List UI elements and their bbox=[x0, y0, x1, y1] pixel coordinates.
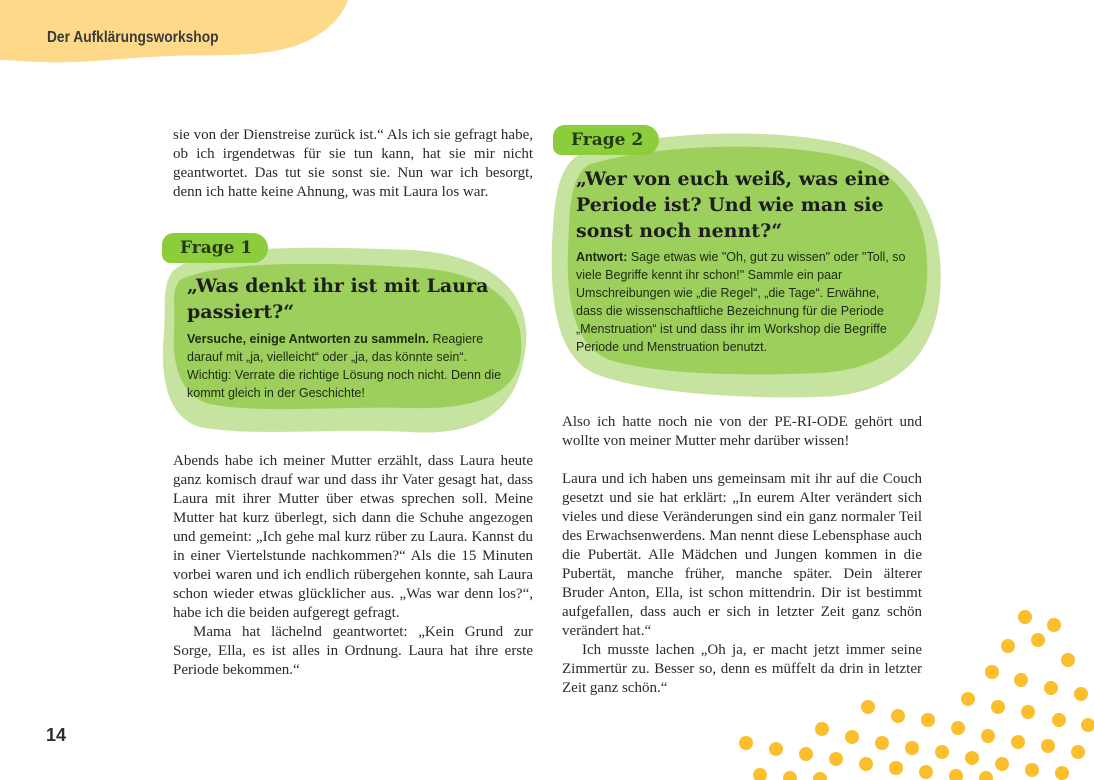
decor-dot bbox=[921, 713, 935, 727]
story-paragraph-1: Abends habe ich meiner Mutter erzählt, dass Laura heute ganz komisch drauf war und dass ihr Vater gesagt hat, dass Laura mit ihrer Mutter über etwas sprechen soll. Meine Mutter hat kurz überlegt, sich dann die Schuhe angezogen und gemeint: „Ich gehe mal kurz rüber zu Laura. Kannst du in einer Viertelstunde nachkommen?“ Als die 15 Minuten vorbei waren und ich endlich rübergehen konnte, sah Laura schon wieder etwas glücklicher aus. „Was war denn los?“, habe ich die beiden aufgeregt gefragt. bbox=[173, 453, 533, 621]
frage1-hint-text: Reagiere darauf mit „ja, vielleicht“ oder „ja, das könnte sein“. Wichtig: Verrate die richtige Lösung noch nicht. Denn die kommt gleich in der Geschichte! bbox=[187, 332, 502, 400]
decor-dot bbox=[829, 752, 843, 766]
decor-dot bbox=[1025, 763, 1039, 777]
decor-dot bbox=[1061, 653, 1075, 667]
decor-dot bbox=[1052, 713, 1066, 727]
decor-dot bbox=[1014, 673, 1028, 687]
frage2-tag: Frage 2 bbox=[553, 125, 659, 155]
decor-dot bbox=[981, 729, 995, 743]
decor-dot bbox=[1044, 681, 1058, 695]
decor-dot bbox=[815, 722, 829, 736]
decor-dot bbox=[753, 768, 767, 780]
frage1-hint-lead: Versuche, einige Antworten zu sammeln. bbox=[187, 332, 429, 346]
decor-dot bbox=[1021, 705, 1035, 719]
page-number: 14 bbox=[46, 725, 67, 745]
header-title: Der Aufklärungsworkshop bbox=[47, 29, 219, 46]
decor-dot bbox=[1081, 718, 1094, 732]
frage1-question: „Was denkt ihr ist mit Laura passiert?“ bbox=[187, 275, 489, 323]
decor-dot bbox=[783, 771, 797, 780]
decor-dot bbox=[891, 709, 905, 723]
decor-dot bbox=[1041, 739, 1055, 753]
frage2-answer-text: Sage etwas wie "Oh, gut zu wissen" oder "Toll, so viele Begriffe kennt ihr schon!" Sammle ein paar Umschreibungen wie „die Regel“, „die Tage“. Erwähne, dass die wissenschaftliche Bezeichnung für die Periode „Menstruation“ ist und dass ihr im Workshop die Begriffe Periode und Menstruation benutzt. bbox=[576, 250, 906, 354]
frage1-tag: Frage 1 bbox=[162, 233, 268, 263]
right-paragraph-3: Ich musste lachen „Oh ja, er macht jetzt immer seine Zimmertür zu. Besser so, denn es müffelt da drin in letzter Zeit ganz schön.“ bbox=[562, 642, 922, 696]
decor-dot bbox=[739, 736, 753, 750]
decor-dot bbox=[1055, 766, 1069, 780]
decor-dot bbox=[1031, 633, 1045, 647]
frage2-answer-lead: Antwort: bbox=[576, 250, 628, 264]
decor-dot bbox=[1074, 687, 1088, 701]
decor-dot bbox=[861, 700, 875, 714]
decor-dot bbox=[991, 700, 1005, 714]
decor-dot bbox=[769, 742, 783, 756]
story-paragraph-2: Mama hat lächelnd geantwortet: „Kein Grund zur Sorge, Ella, es ist alles in Ordnung. Laura hat ihre erste Periode bekommen.“ bbox=[173, 624, 533, 678]
right-paragraph-1: Also ich hatte noch nie von der PE-RI-ODE gehört und wollte von meiner Mutter mehr darüber wissen! bbox=[562, 414, 922, 449]
decor-dot bbox=[813, 772, 827, 780]
decor-dot bbox=[799, 747, 813, 761]
decor-dot bbox=[985, 665, 999, 679]
decor-dot bbox=[1071, 745, 1085, 759]
decor-dot bbox=[961, 692, 975, 706]
decor-dot bbox=[1047, 618, 1061, 632]
frage2-question: „Wer von euch weiß, was eine Periode ist? Und wie man sie sonst noch nennt?“ bbox=[576, 168, 890, 242]
decor-dot bbox=[1018, 610, 1032, 624]
right-paragraph-2: Laura und ich haben uns gemeinsam mit ihr auf die Couch gesetzt und sie hat erklärt: „In eurem Alter verändert sich vieles und diese Veränderungen sind ein ganz normaler Teil des Erwachsenwerdens. Man nennt diese Lebensphase auch die Pubertät. Alle Mädchen und Jungen kommen in die Pubertät, manche früher, manche später. Dein älterer Bruder Anton, Ella, ist schon mittendrin. Dir ist bestimmt aufgefallen, dass auch er sich in letzter Zeit ganz schön verändert hat.“ bbox=[562, 471, 922, 639]
decor-dot bbox=[889, 761, 903, 775]
decor-dot bbox=[1001, 639, 1015, 653]
decor-dot bbox=[905, 741, 919, 755]
decor-dot bbox=[951, 721, 965, 735]
decor-dot bbox=[919, 765, 933, 779]
decor-dot bbox=[979, 771, 993, 780]
decor-dot bbox=[859, 757, 873, 771]
decor-dot bbox=[935, 745, 949, 759]
decor-dot bbox=[875, 736, 889, 750]
decor-dot bbox=[845, 730, 859, 744]
decor-dot bbox=[965, 751, 979, 765]
decor-dot bbox=[1011, 735, 1025, 749]
intro-paragraph: sie von der Dienstreise zurück ist.“ Als ich sie gefragt habe, ob ich irgendetwas für sie tun kann, hat sie mir nicht geantwortet. Das tut sie sonst sie. Nun war ich besorgt, denn ich hatte keine Ahnung, was mit Laura los war. bbox=[173, 127, 533, 200]
decor-dot bbox=[995, 757, 1009, 771]
decor-dot bbox=[949, 769, 963, 780]
